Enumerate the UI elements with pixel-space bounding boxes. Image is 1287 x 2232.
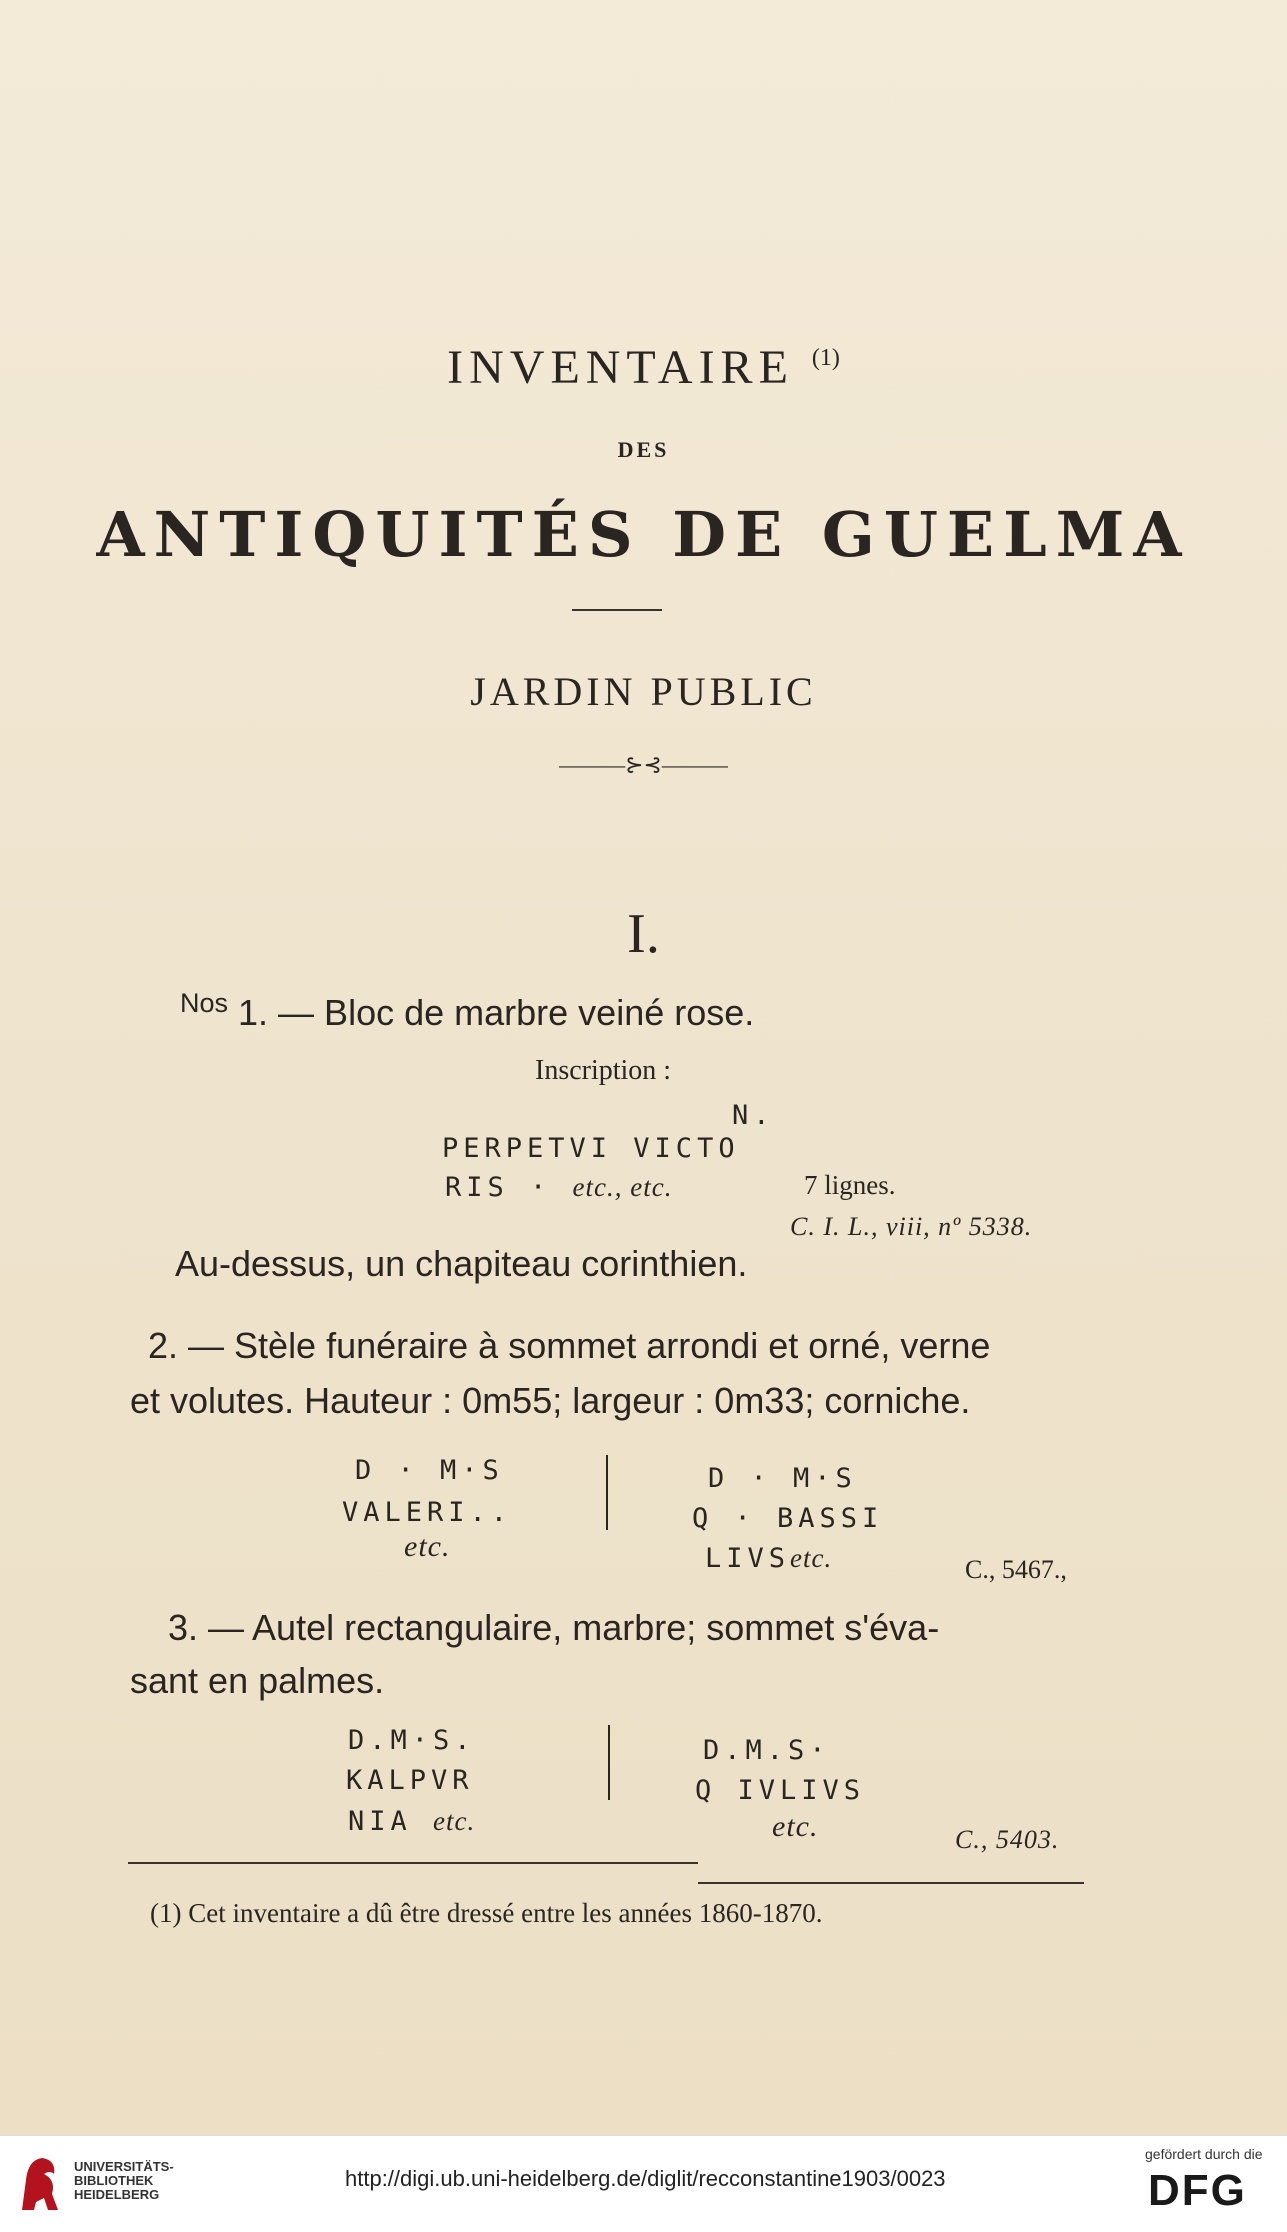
entry-3-line-2: sant en palmes. <box>130 1660 385 1701</box>
entry-1-lines: 7 lignes. <box>804 1170 896 1200</box>
inscription-separator-2 <box>608 1725 610 1800</box>
footnote-rule-left <box>128 1862 698 1864</box>
ornament-divider: ———⊱⊰——— <box>559 752 728 777</box>
entry-2-left-etc: etc. <box>404 1530 451 1563</box>
section-heading: JARDIN PUBLIC <box>470 669 817 714</box>
entry-3-right-etc: etc. <box>772 1810 819 1843</box>
entry-3-left-3-text: NIA <box>348 1806 412 1837</box>
entry-1-label: 1. — Bloc de marbre veiné rose. <box>238 992 755 1033</box>
entry-2-right-3 <box>705 1543 832 1574</box>
entry-2-line-1: 2. — Stèle funéraire à sommet arrondi et orné, verne <box>148 1325 991 1366</box>
entry-1-ref <box>790 1212 1032 1242</box>
inscription-separator <box>606 1455 608 1530</box>
entry-2-left-2: VALERI.. <box>342 1497 513 1528</box>
entry-3-left-etc: etc. <box>433 1806 476 1836</box>
entry-3-left-1: D.M·S. <box>348 1725 476 1756</box>
library-line-2: BIBLIOTHEK <box>74 2173 154 2188</box>
library-name <box>74 2160 174 2202</box>
footnote-text: (1) Cet inventaire a dû être dressé entre les années 1860-1870. <box>150 1898 823 1928</box>
entry-2-right-2: Q · BASSI <box>692 1503 884 1534</box>
permalink-url[interactable]: http://digi.ub.uni-heidelberg.de/diglit/recconstantine1903/0023 <box>345 2166 946 2191</box>
inscription-line-n: N. <box>732 1100 775 1131</box>
title-divider <box>572 609 662 611</box>
entry-3-left-2: KALPVR <box>346 1765 474 1796</box>
heidelberg-lion-logo-icon <box>12 2150 68 2216</box>
title-des: DES <box>617 437 670 462</box>
entry-3-ref: C., 5403. <box>955 1825 1060 1854</box>
footnote-rule-right <box>698 1882 1084 1884</box>
entry-2-right-etc: etc. <box>790 1543 833 1573</box>
entry-3-right-2: Q IVLIVS <box>695 1775 866 1806</box>
section-number: I. <box>627 903 660 965</box>
entry-2-right-3-text: LIVS <box>705 1543 791 1574</box>
entry-1-prefix: Nos <box>180 988 229 1018</box>
entry-1-heading <box>180 988 754 1034</box>
inscription-line-2 <box>445 1172 673 1203</box>
title-text: INVENTAIRE <box>447 341 794 394</box>
entry-3-right-1: D.M.S· <box>703 1735 831 1766</box>
entry-1-ref-text: C. I. L., viii, nº 5338. <box>790 1212 1033 1241</box>
footnote-marker: (1) <box>811 345 840 371</box>
library-line-3: HEIDELBERG <box>74 2187 160 2202</box>
entry-2-left-1: D · M·S <box>355 1455 504 1486</box>
entry-2-right-1: D · M·S <box>708 1463 857 1494</box>
inscription-line-2-text: RIS · <box>445 1172 552 1203</box>
dfg-logo: DFG <box>1148 2166 1247 2215</box>
entry-2-line-2: et volutes. Hauteur : 0m55; largeur : 0m33; corniche. <box>130 1380 971 1421</box>
entry-3-left-3 <box>348 1806 475 1837</box>
entry-1-after: Au-dessus, un chapiteau corinthien. <box>175 1243 748 1284</box>
library-line-1: UNIVERSITÄTS- <box>74 2159 174 2174</box>
page-subtitle: ANTIQUITÉS DE GUELMA <box>96 498 1191 571</box>
inscription-label: Inscription : <box>535 1055 672 1086</box>
entry-3-line-1: 3. — Autel rectangulaire, marbre; sommet s'éva- <box>168 1607 940 1648</box>
inscription-etc: etc., etc. <box>572 1172 673 1202</box>
page-title <box>0 340 1287 395</box>
inscription-line-1: PERPETVI VICTO <box>442 1133 740 1164</box>
entry-2-ref: C., 5467., <box>965 1555 1067 1584</box>
funded-by-text: gefördert durch die <box>1145 2146 1263 2162</box>
viewer-footer <box>0 2135 1287 2232</box>
